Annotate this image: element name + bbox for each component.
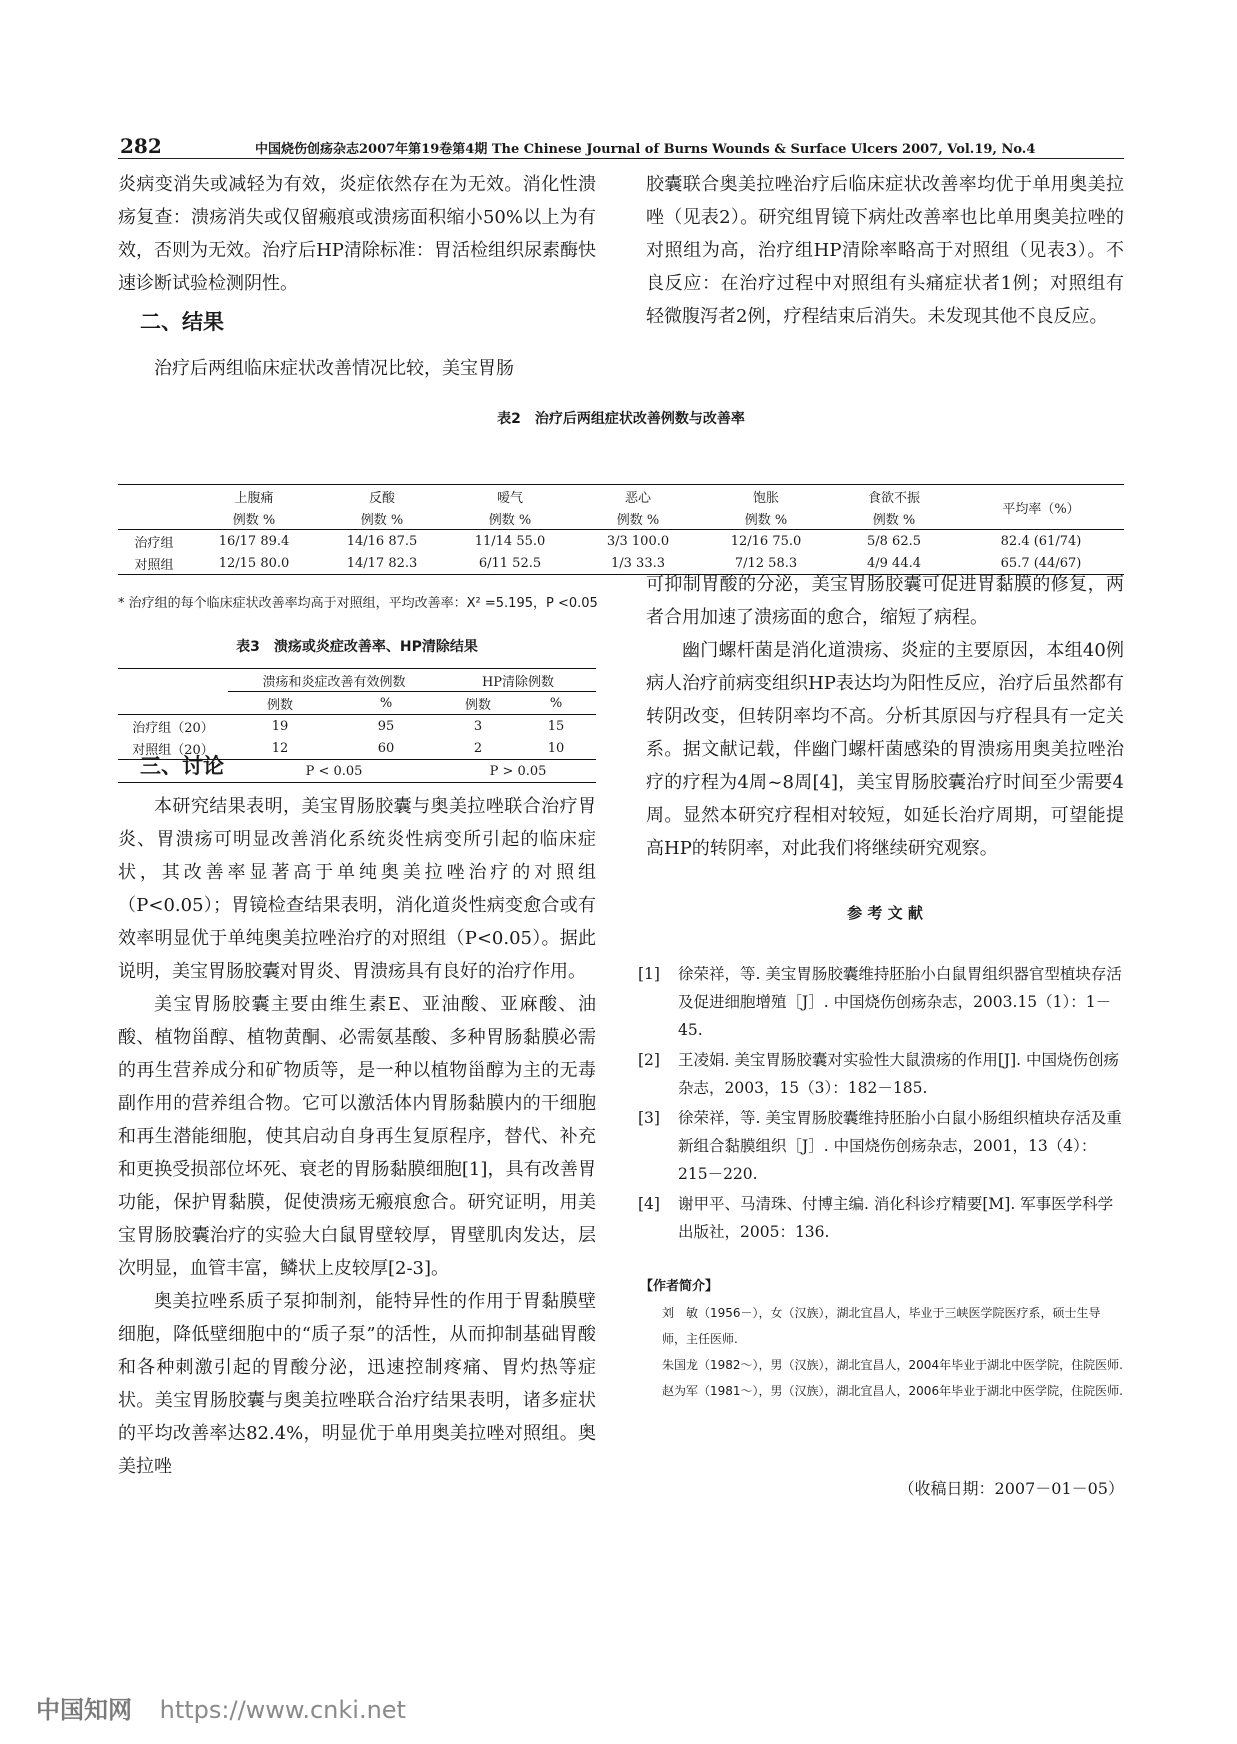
table-cell: 4/9 44.4 <box>867 555 921 571</box>
table2-note: * 治疗组的每个临床症状改善率均高于对照组，平均改善率：X² =5.195，P <0.05 <box>118 596 598 611</box>
table-cell: 60 <box>377 740 395 756</box>
table2-caption: 表2 治疗后两组症状改善例数与改善率 <box>497 411 745 427</box>
paragraph: 胶囊联合奥美拉唑治疗后临床症状改善率均优于单用奥美拉唑（见表2）。研究组胃镜下病灶改善率也比单用奥美拉唑的对照组为高，治疗组HP清除率略高于对照组（见表3）。不良反应：在治疗过程中对照组有头痛症状者1例；对照组有轻微腹泻者2例，疗程结束后消失。未发现其他不良反应。 <box>646 174 1124 327</box>
author-info <box>640 1274 1124 1404</box>
paragraph: 奥美拉唑系质子泵抑制剂，能特异性的作用于胃黏膜壁细胞，降低壁细胞中的“质子泵”的活性，从而抑制基础胃酸和各种刺激引起的胃酸分泌，迅速控制疼痛、胃灼热等症状。美宝胃肠胶囊与奥美拉唑联合治疗结果表明，诸多症状的平均改善率达82.4%，明显优于单用奥美拉唑对照组。奥美拉唑 <box>118 1291 596 1477</box>
column-header: HP清除例数 <box>440 669 596 692</box>
table-cell: 65.7 (44/67) <box>1000 555 1082 571</box>
subheader: 例数 % <box>616 512 660 528</box>
subheader: % <box>549 695 563 711</box>
reference-text: 徐荣祥，等. 美宝胃肠胶囊维持胚胎小白鼠胃组织器官型植块存活及促进细胞增殖［J］. 中国烧伤创疡杂志，2003.15（1）：1－45. <box>678 965 1122 1039</box>
table-cell: 1/3 33.3 <box>611 555 665 571</box>
paragraph: 美宝胃肠胶囊主要由维生素E、亚油酸、亚麻酸、油酸、植物甾醇、植物黄酮、必需氨基酸、多种胃肠黏膜必需的再生营养成分和矿物质等，是一种以植物甾醇为主的无毒副作用的营养组合物。它可以激活体内胃肠黏膜内的干细胞和再生潜能细胞，使其启动自身再生复原程序，替代、补充和更换受损部位坏死、衰老的胃肠黏膜细胞[1]，具有改善胃功能，保护胃黏膜，促使溃疡无瘢痕愈合。研究证明，用美宝胃肠胶囊治疗的实验大白鼠胃壁较厚，胃壁肌肉发达，层次明显，血管丰富，鳞状上皮较厚[2-3]。 <box>118 994 596 1279</box>
paragraph: 幽门螺杆菌是消化道溃疡、炎症的主要原因，本组40例病人治疗前病变组织HP表达均为阳性反应，治疗后虽然都有转阴改变，但转阴率均不高。分析其原因与疗程具有一定关系。据文献记载，伴幽门螺杆菌感染的胃溃疡用奥美拉唑治疗的疗程为4周~8周[4]，美宝胃肠胶囊治疗时间至少需要4周。显然本研究疗程相对较短，如延长治疗周期，可望能提高HP的转阴率，对此我们将继续研究观察。 <box>646 640 1124 859</box>
row-label: 治疗组 <box>134 535 174 551</box>
row-label: 治疗组（20） <box>132 720 214 736</box>
reference-item <box>638 960 1124 1044</box>
table-row <box>118 715 596 738</box>
table-cell: 12/15 80.0 <box>218 555 290 571</box>
subheader: % <box>379 695 393 711</box>
reference-text: 徐荣祥，等. 美宝胃肠胶囊维持胚胎小白鼠小肠组织植块存活及重新组合黏膜组织［J］. 中国烧伤创疡杂志，2001，13（4）：215－220. <box>678 1109 1122 1183</box>
subheader: 例数 <box>464 697 491 713</box>
column-header: 恶心 <box>624 490 651 506</box>
table-cell: 95 <box>377 718 395 734</box>
table-cell: 10 <box>547 740 565 756</box>
reference-item <box>638 1190 1124 1246</box>
subheader: 例数 % <box>360 512 404 528</box>
author-entry: 赵为军（1981～），男（汉族），湖北宜昌人，2006年毕业于湖北中医学院，住院医师. <box>662 1384 1123 1398</box>
subheader: 例数 % <box>744 512 788 528</box>
column-header: 溃疡和炎症改善有效例数 <box>228 669 440 692</box>
received-date: （收稿日期：2007－01－05） <box>898 1479 1124 1498</box>
table-subheader-row <box>118 692 596 715</box>
discussion-heading: 三、讨论 <box>140 754 224 778</box>
running-title: 中国烧伤创疡杂志2007年第19卷第4期 The Chinese Journal of Burns Wounds & Surface Ulcers 2007, Vol.19, No.4 <box>255 142 1036 157</box>
row-label: 对照组（20） <box>132 742 214 758</box>
column-header: 平均率（%） <box>958 485 1124 530</box>
subheader: 例数 % <box>872 512 916 528</box>
table-cell: 11/14 55.0 <box>474 533 546 549</box>
author-entry: 朱国龙（1982～），男（汉族），湖北宜昌人，2004年毕业于湖北中医学院，住院医师. <box>662 1358 1123 1372</box>
table-header-row <box>118 669 596 692</box>
results-paragraph <box>118 352 596 385</box>
reference-text: 王凌娟. 美宝胃肠胶囊对实验性大鼠溃疡的作用[J]. 中国烧伤创疡杂志，2003，15（3）：182－185. <box>678 1051 1120 1097</box>
paragraph: 本研究结果表明，美宝胃肠胶囊与奥美拉唑联合治疗胃炎、胃溃疡可明显改善消化系统炎性病变所引起的临床症状，其改善率显著高于单纯奥美拉唑治疗的对照组（P<0.05）；胃镜检查结果表明，消化道炎性病变愈合或有效率明显优于单纯奥美拉唑治疗的对照组（P<0.05）。据此说明，美宝胃肠胶囊对胃炎、胃溃疡具有良好的治疗作用。 <box>118 796 596 982</box>
table-cell: 14/16 87.5 <box>346 533 418 549</box>
paragraph: 可抑制胃酸的分泌，美宝胃肠胶囊可促进胃黏膜的修复，两者合用加速了溃疡面的愈合，缩短了病程。 <box>646 574 1124 628</box>
subheader: 例数 % <box>232 512 276 528</box>
reference-number: [4] <box>638 1195 660 1213</box>
table-cell: 3 <box>473 718 483 734</box>
table-cell: 7/12 58.3 <box>734 555 798 571</box>
column-header: 饱胀 <box>752 490 779 506</box>
discussion-left <box>118 790 596 1483</box>
table-cell: 12/16 75.0 <box>730 533 802 549</box>
reference-item <box>638 1104 1124 1188</box>
subheader: 例数 % <box>488 512 532 528</box>
column-header: 嗳气 <box>496 490 523 506</box>
row-label: 对照组 <box>134 557 174 573</box>
column-header: 上腹痛 <box>234 490 274 506</box>
table2 <box>118 484 1124 575</box>
cnki-url[interactable]: https://www.cnki.net <box>159 1696 406 1724</box>
cnki-watermark <box>36 1690 406 1725</box>
reference-number: [3] <box>638 1109 660 1127</box>
author-entry: 刘 敏（1956－），女（汉族），湖北宜昌人，毕业于三峡医学院医疗系，硕士生导师，主任医师. <box>662 1306 1101 1346</box>
reference-number: [1] <box>638 965 660 983</box>
reference-item <box>638 1046 1124 1102</box>
table-cell: 16/17 89.4 <box>218 533 290 549</box>
paragraph: 治疗后两组临床症状改善情况比较，美宝胃肠 <box>154 358 514 379</box>
table-cell: 82.4 (61/74) <box>1000 533 1082 549</box>
table3-caption: 表3 溃疡或炎症改善率、HP清除结果 <box>236 639 478 655</box>
discussion-right <box>646 568 1124 865</box>
table-header-row <box>118 485 1124 508</box>
table-cell: 3/3 100.0 <box>606 533 670 549</box>
table-cell: 14/17 82.3 <box>346 555 418 571</box>
table-cell: 2 <box>473 740 483 756</box>
references-list <box>638 960 1124 1248</box>
results-paragraph-continued <box>646 168 1124 333</box>
paragraph: 炎病变消失或减轻为有效，炎症依然存在为无效。消化性溃疡复查：溃疡消失或仅留瘢痕或溃疡面积缩小50%以上为有效，否则为无效。治疗后HP清除标准：胃活检组织尿素酶快速诊断试验检测阴性。 <box>118 174 596 294</box>
references-heading: 参 考 文 献 <box>847 904 923 922</box>
author-info-heading: 【作者简介】 <box>640 1279 719 1294</box>
table-cell: 5/8 62.5 <box>867 533 921 549</box>
table-cell: 12 <box>271 740 289 756</box>
column-header: 反酸 <box>368 490 395 506</box>
table-cell: 6/11 52.5 <box>478 555 542 571</box>
header-rule <box>118 158 1124 159</box>
reference-text: 谢甲平、马清珠、付博主编. 消化科诊疗精要[M]. 军事医学科学出版社，2005：136. <box>678 1195 1114 1241</box>
results-heading: 二、结果 <box>140 310 224 334</box>
methods-paragraph <box>118 168 596 300</box>
p-value: P < 0.05 <box>305 763 363 779</box>
cnki-logo-text: 中国知网 <box>36 1696 132 1724</box>
column-header: 食欲不振 <box>867 490 920 506</box>
table-cell: 19 <box>271 718 289 734</box>
subheader: 例数 <box>266 697 293 713</box>
reference-number: [2] <box>638 1051 660 1069</box>
table-cell: 15 <box>547 718 565 734</box>
table-row <box>118 530 1124 553</box>
p-value: P > 0.05 <box>489 763 547 779</box>
page-number: 282 <box>120 134 162 158</box>
